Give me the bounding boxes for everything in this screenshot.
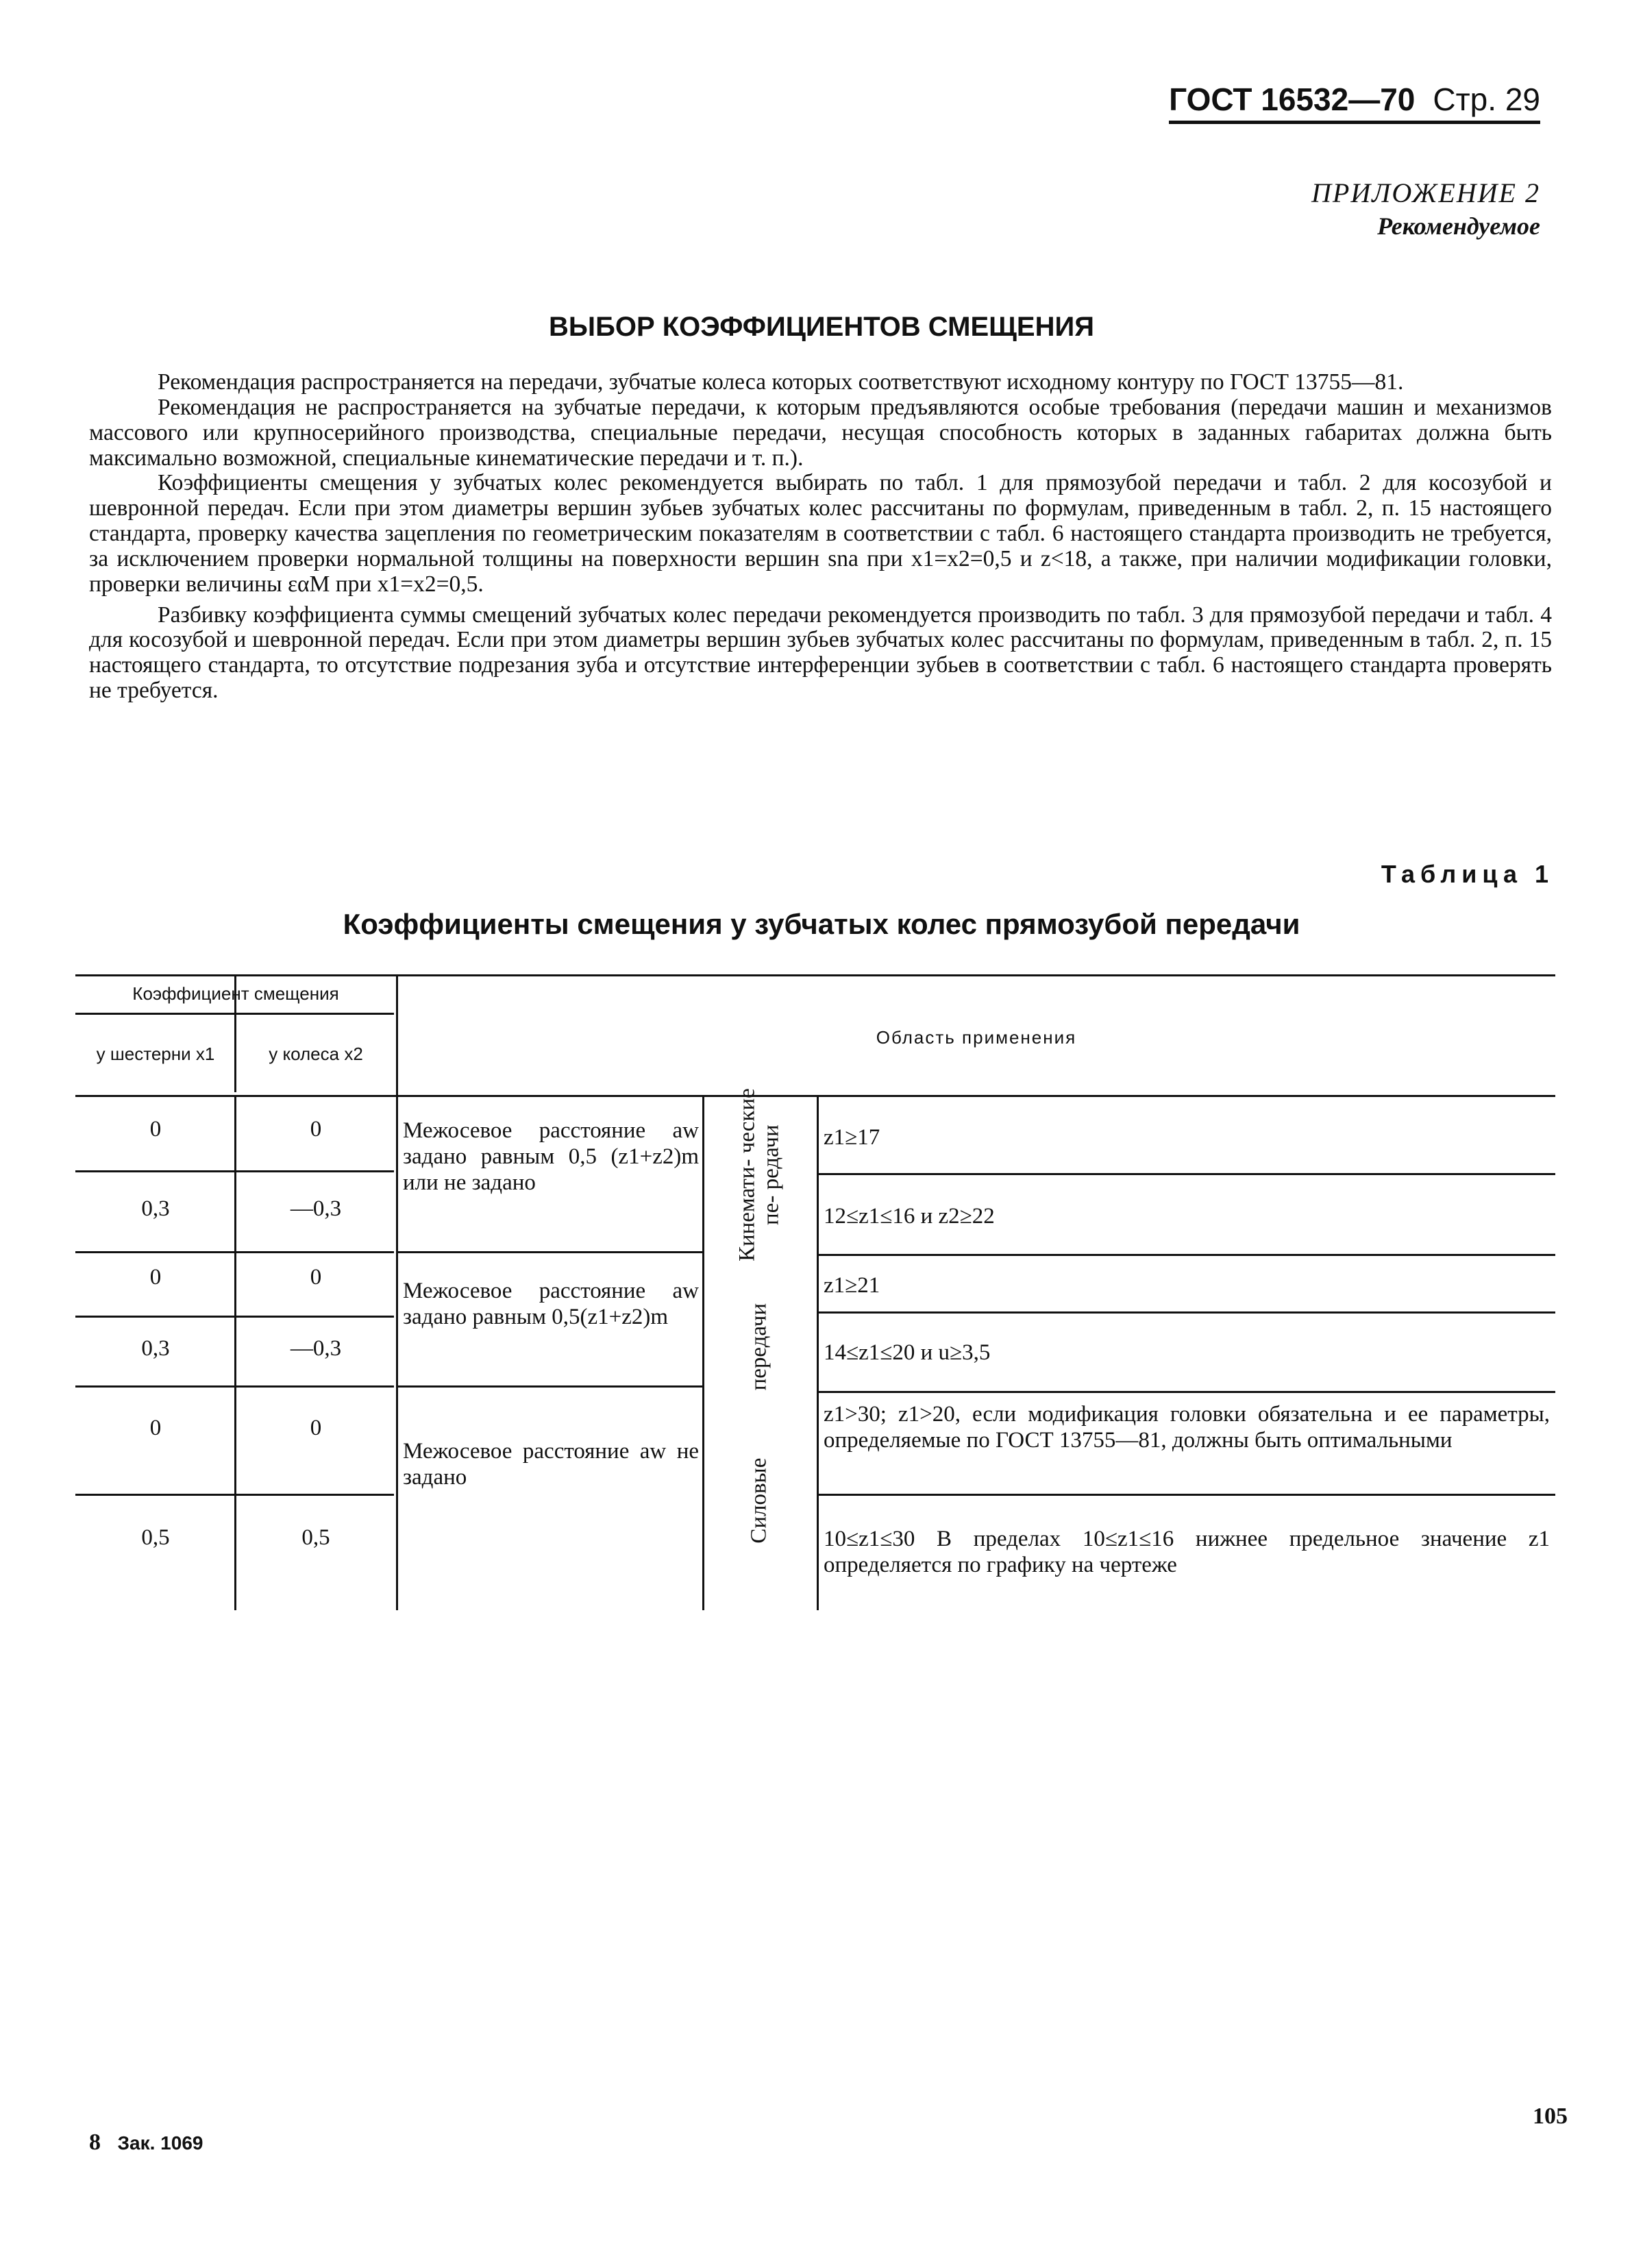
- table-row: —0,3: [290, 1196, 342, 1221]
- table-row: 0: [310, 1117, 322, 1142]
- table-row: 0,5: [141, 1525, 170, 1550]
- condition: 12≤z1≤16 и z2≥22: [824, 1204, 995, 1229]
- paragraph: Рекомендация распространяется на передачи, зубчатые колеса которых соответствуют исходному контуру по ГОСТ 13755—81.: [158, 369, 1404, 395]
- table-row: 0: [149, 1117, 162, 1142]
- table-number: Таблица 1: [1381, 860, 1554, 888]
- table-row: 0: [310, 1416, 322, 1440]
- type-kinematic: Кинемати- ческие пе- редачи: [734, 1088, 783, 1262]
- head-x2: у колеса x2: [269, 1044, 363, 1064]
- footer-sheet: [89, 2130, 203, 2156]
- page-number: 105: [1533, 2104, 1568, 2129]
- table-row: 0: [310, 1265, 322, 1290]
- page-header: [1169, 81, 1540, 124]
- paragraph: Рекомендация не распространяется на зубчатые передачи, к которым предъявляются особые требования (передачи машин и механизмов массового или крупносерийного производства, специальные передачи, несущая способность которых в заданных габаритах должна быть максимально возможной, специальные кинематические передачи и т. п.).: [89, 394, 1552, 471]
- appendix-status: Рекомендуемое: [1377, 212, 1540, 240]
- table-caption: Коэффициенты смещения у зубчатых колес прямозубой передачи: [343, 908, 1300, 940]
- condition: z1≥17: [824, 1125, 880, 1150]
- order-number: Зак. 1069: [117, 2132, 203, 2154]
- appendix-title: ПРИЛОЖЕНИЕ 2: [1311, 177, 1540, 208]
- sheet-number: 8: [89, 2130, 101, 2155]
- appendix-block: [1311, 177, 1540, 241]
- type-power: Силовые передачи: [746, 1303, 771, 1544]
- distance-note: Межосевое расстояние aw задано равным 0,5(z1+z2)m: [403, 1279, 699, 1329]
- table-row: 0: [149, 1265, 162, 1290]
- standard-number: ГОСТ 16532—70: [1169, 82, 1416, 117]
- condition: 10≤z1≤30 В пределах 10≤z1≤16 нижнее предельное значение z1 определяется по графику на чертеже: [824, 1527, 1550, 1577]
- condition: z1≥21: [824, 1273, 880, 1298]
- paragraph: Коэффициенты смещения у зубчатых колес рекомендуется выбирать по табл. 1 для прямозубой передачи и табл. 2 для косозубой и шевронной передач. Если при этом диаметры вершин зубьев зубчатых колес рассчитаны по формулам, приведенным в табл. 2, п. 15 настоящего стандарта, проверку качества зацепления по геометрическим показателям в соответствии с табл. 6 настоящего стандарта производить не требуется, за исключением проверки нормальной толщины на поверхности вершин sna при x1=x2=0,5 и z<18, а также, при наличии модификации головки, проверки величины εαM при x1=x2=0,5.: [89, 470, 1552, 597]
- table-row: 0,5: [301, 1525, 330, 1550]
- document-title: ВЫБОР КОЭФФИЦИЕНТОВ СМЕЩЕНИЯ: [549, 312, 1094, 342]
- table-row: 0: [149, 1416, 162, 1440]
- head-area: Область применения: [876, 1027, 1077, 1048]
- table-row: 0,3: [141, 1196, 170, 1221]
- head-x1: у шестерни x1: [96, 1044, 215, 1064]
- table-row: 0,3: [141, 1336, 170, 1361]
- page-label: Стр. 29: [1433, 82, 1540, 117]
- condition: z1>30; z1>20, если модификация головки обязательна и ее параметры, определяемые по ГОСТ 13755—81, должны быть оптимальными: [824, 1402, 1550, 1453]
- distance-note: Межосевое расстояние aw не задано: [403, 1439, 699, 1490]
- condition: 14≤z1≤20 и u≥3,5: [824, 1340, 991, 1365]
- body-text: [89, 370, 1552, 704]
- distance-note: Межосевое расстояние aw задано равным 0,5 (z1+z2)m или не задано: [403, 1118, 699, 1195]
- table-row: —0,3: [290, 1336, 342, 1361]
- head-group: Коэффициент смещения: [132, 983, 339, 1004]
- paragraph: Разбивку коэффициента суммы смещений зубчатых колес передачи рекомендуется производить по табл. 3 для прямозубой передачи и табл. 4 для косозубой и шевронной передач. Если при этом диаметры вершин зубьев зубчатых колес рассчитаны по формулам, приведенным в табл. 2, п. 15 настоящего стандарта, то отсутствие подрезания зуба и отсутствие интерференции зубьев в соответствии с табл. 6 настоящего стандарта проверять не требуется.: [89, 602, 1552, 704]
